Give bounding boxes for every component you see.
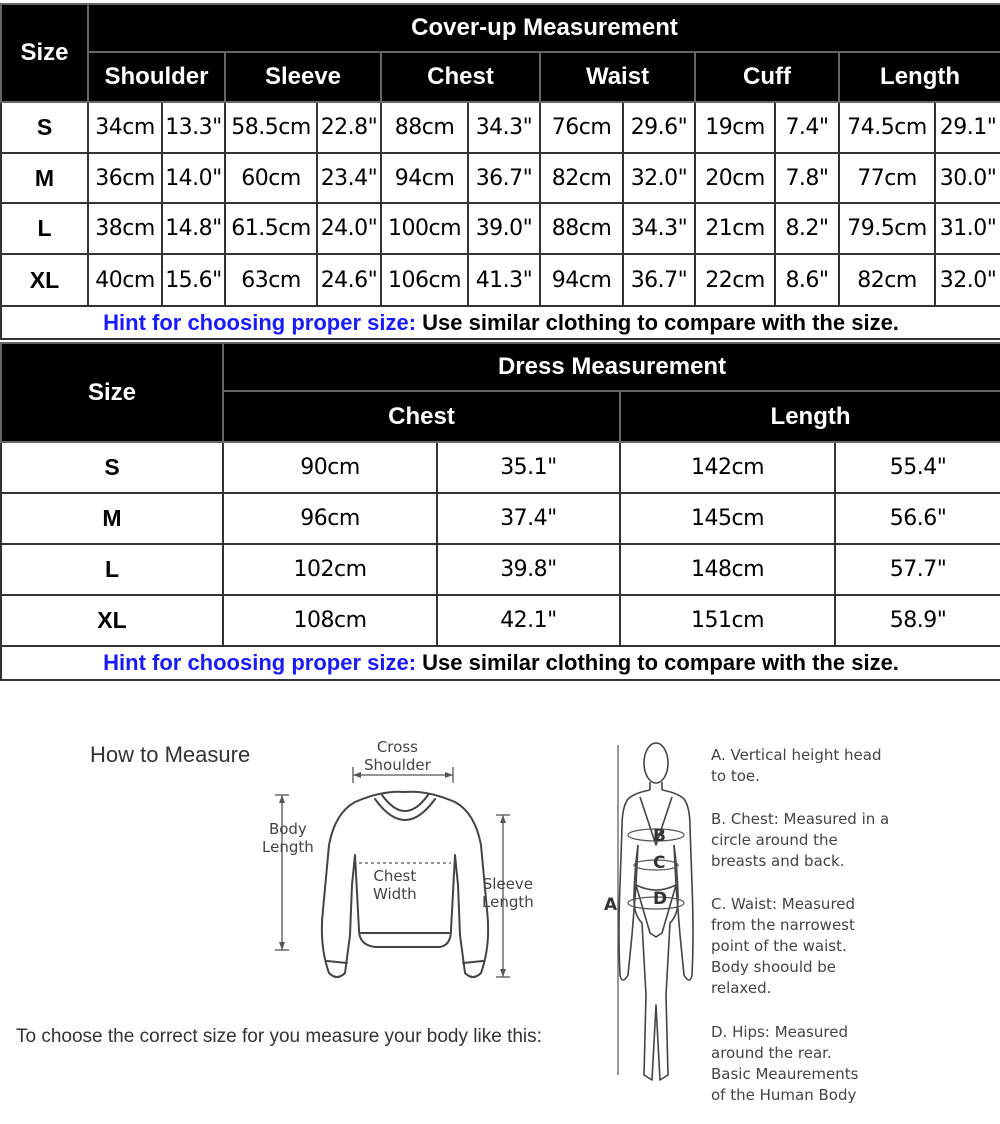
size-header: Size — [1, 343, 223, 442]
column-header: Length — [620, 391, 1000, 442]
table-cell: 41.3" — [468, 254, 540, 306]
column-header: Chest — [381, 52, 540, 102]
column-header: Shoulder — [88, 52, 225, 102]
table-cell: 7.8" — [775, 153, 839, 203]
table-cell: 58.5cm — [225, 102, 317, 153]
table-cell: 32.0" — [935, 254, 1000, 306]
table-cell: 38cm — [88, 203, 162, 254]
table-cell: 36cm — [88, 153, 162, 203]
figure-letter-a: A — [604, 895, 618, 915]
table-cell: 39.0" — [468, 203, 540, 254]
table-row — [1, 442, 1000, 493]
table-cell: 90cm — [223, 442, 437, 493]
table-cell: 34cm — [88, 102, 162, 153]
table-cell: 24.6" — [317, 254, 381, 306]
table-cell: 22.8" — [317, 102, 381, 153]
table-cell: 14.8" — [162, 203, 225, 254]
table-cell: 82cm — [839, 254, 935, 306]
size-label: XL — [1, 595, 223, 646]
figure-letter-c: C — [653, 853, 666, 873]
table-cell: 42.1" — [437, 595, 620, 646]
hint-text: Use similar clothing to compare with the size. — [416, 650, 899, 675]
table-cell: 88cm — [381, 102, 468, 153]
table-cell: 36.7" — [468, 153, 540, 203]
size-label: S — [1, 442, 223, 493]
table-cell: 34.3" — [468, 102, 540, 153]
size-label: L — [1, 544, 223, 595]
size-hint — [1, 646, 1000, 680]
table-row — [1, 493, 1000, 544]
size-header: Size — [1, 4, 88, 102]
table-cell: 22cm — [695, 254, 775, 306]
table-cell: 32.0" — [623, 153, 695, 203]
table-cell: 58.9" — [835, 595, 1000, 646]
table-cell: 34.3" — [623, 203, 695, 254]
measure-note-a: A. Vertical height head to toe. — [711, 746, 882, 785]
table-cell: 37.4" — [437, 493, 620, 544]
column-header: Sleeve — [225, 52, 381, 102]
column-header: Chest — [223, 391, 620, 442]
table-cell: 82cm — [540, 153, 623, 203]
table-cell: 35.1" — [437, 442, 620, 493]
column-header: Waist — [540, 52, 695, 102]
sleeve-length-label: Sleeve Length — [482, 875, 534, 911]
table-cell: 61.5cm — [225, 203, 317, 254]
table-cell: 20cm — [695, 153, 775, 203]
size-hint — [1, 306, 1000, 339]
table-cell: 29.6" — [623, 102, 695, 153]
table-cell: 94cm — [540, 254, 623, 306]
dress-size-table — [0, 342, 1000, 681]
table-cell: 145cm — [620, 493, 835, 544]
table-cell: 15.6" — [162, 254, 225, 306]
table-cell: 57.7" — [835, 544, 1000, 595]
table-row — [1, 544, 1000, 595]
table-cell: 31.0" — [935, 203, 1000, 254]
table-cell: 106cm — [381, 254, 468, 306]
table-cell: 100cm — [381, 203, 468, 254]
figure-letter-b: B — [653, 826, 666, 846]
table-title: Cover-up Measurement — [88, 4, 1000, 52]
measure-note-d: D. Hips: Measured around the rear. Basic Meaurements of the Human Body — [711, 1023, 859, 1104]
table-row — [1, 153, 1000, 203]
table-row — [1, 595, 1000, 646]
table-row — [1, 254, 1000, 306]
table-cell: 108cm — [223, 595, 437, 646]
size-label: XL — [1, 254, 88, 306]
table-cell: 142cm — [620, 442, 835, 493]
table-cell: 14.0" — [162, 153, 225, 203]
table-cell: 8.2" — [775, 203, 839, 254]
table-cell: 79.5cm — [839, 203, 935, 254]
table-cell: 19cm — [695, 102, 775, 153]
size-label: M — [1, 493, 223, 544]
column-header: Length — [839, 52, 1000, 102]
body-length-label: Body Length — [262, 820, 314, 856]
table-cell: 94cm — [381, 153, 468, 203]
table-cell: 36.7" — [623, 254, 695, 306]
table-cell: 40cm — [88, 254, 162, 306]
how-to-measure-heading: How to Measure — [90, 742, 251, 767]
table-cell: 29.1" — [935, 102, 1000, 153]
table-cell: 55.4" — [835, 442, 1000, 493]
table-title: Dress Measurement — [223, 343, 1000, 391]
table-cell: 56.6" — [835, 493, 1000, 544]
table-cell: 77cm — [839, 153, 935, 203]
table-row — [1, 102, 1000, 153]
measure-instruction: To choose the correct size for you measure your body like this: — [16, 1026, 542, 1047]
size-label: L — [1, 203, 88, 254]
table-cell: 148cm — [620, 544, 835, 595]
table-cell: 63cm — [225, 254, 317, 306]
table-cell: 39.8" — [437, 544, 620, 595]
table-cell: 96cm — [223, 493, 437, 544]
table-cell: 13.3" — [162, 102, 225, 153]
human-figure-diagram — [598, 735, 708, 1095]
hint-text: Use similar clothing to compare with the size. — [416, 309, 899, 335]
table-cell: 151cm — [620, 595, 835, 646]
table-cell: 60cm — [225, 153, 317, 203]
measure-note-c: C. Waist: Measured from the narrowest point of the waist. Body shoould be relaxed. — [711, 895, 856, 997]
table-cell: 102cm — [223, 544, 437, 595]
hint-label: Hint for choosing proper size: — [103, 309, 417, 335]
table-cell: 30.0" — [935, 153, 1000, 203]
table-cell: 7.4" — [775, 102, 839, 153]
figure-letter-d: D — [653, 889, 668, 909]
table-cell: 76cm — [540, 102, 623, 153]
measure-note-b: B. Chest: Measured in a circle around the breasts and back. — [711, 810, 890, 870]
hint-label: Hint for choosing proper size: — [103, 650, 417, 675]
table-cell: 24.0" — [317, 203, 381, 254]
size-label: M — [1, 153, 88, 203]
table-cell: 8.6" — [775, 254, 839, 306]
column-header: Cuff — [695, 52, 839, 102]
coverup-size-table — [0, 3, 1000, 340]
table-cell: 21cm — [695, 203, 775, 254]
table-row — [1, 203, 1000, 254]
table-cell: 88cm — [540, 203, 623, 254]
table-cell: 23.4" — [317, 153, 381, 203]
chest-width-label: Chest Width — [373, 867, 417, 903]
size-label: S — [1, 102, 88, 153]
cross-shoulder-label: Cross Shoulder — [364, 738, 431, 774]
sweater-diagram — [255, 735, 555, 995]
table-cell: 74.5cm — [839, 102, 935, 153]
